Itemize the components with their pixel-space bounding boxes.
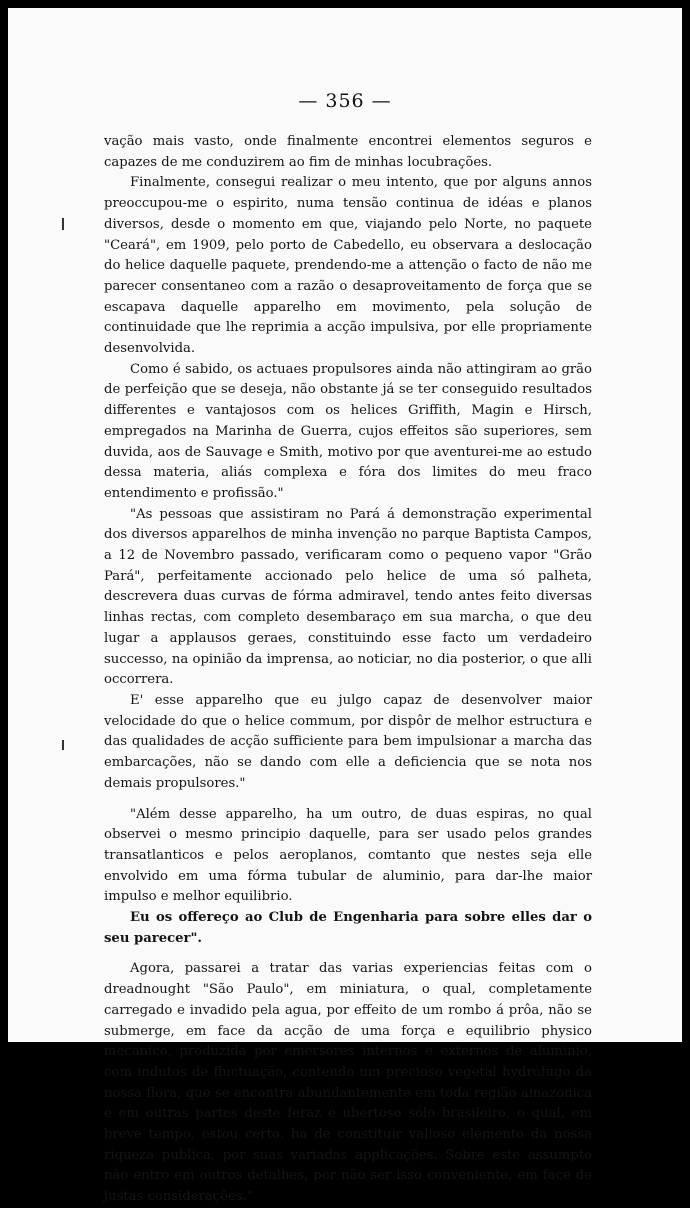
paragraph-4: "As pessoas que assistiram no Pará á demonstração experimental dos diversos apparelhos de minha invenção no parque Baptista Campos, a 12 de Novembro passado, verificaram como o pequeno vapor "Grão Pará", perfeitamente accionado pelo helice de uma só palheta, descrevera duas curvas de fórma admiravel, tendo antes feito diversas linhas rectas, com completo desembaraço em sua marcha, o que deu lugar a applausos geraes, constituindo esse facto um verdadeiro successo, na opinião da imprensa, ao noticiar, no dia posterior, o que alli occorrera. <box>104 506 592 688</box>
paragraph-7: Eu os offereço ao Club de Engenharia para sobre elles dar o seu parecer". <box>104 910 592 946</box>
paragraph-2: Finalmente, consegui realizar o meu intento, que por alguns annos preoccupou-me o espirito, numa tensão continua de idéas e planos diversos, desde o momento em que, viajando pelo Norte, no paquete "Ceará", em 1909, pelo porto de Cabedello, eu observara a deslocação do helice daquelle paquete, prendendo-me a attenção o facto de não me parecer consentaneo com a razão o desaproveitamento de força que se escapava daquelle apparelho em movimento, pela solução de continuidade que lhe reprimia a acção impulsiva, por elle propriamente desenvolvida. <box>104 175 592 357</box>
paragraph-8: Agora, passarei a tratar das varias experiencias feitas com o dreadnought "São Paulo", em miniatura, o qual, completamente carregado e invadido pela agua, por effeito de um rombo á prôa, não se submerge, em face da acção de uma força e equilibrio physico mecanico, produzida por emersores internos e externos de aluminio, com indutos de fluctuação, contendo um precioso vegetal hydrófugo da nossa flora, que se encontra abundantemente em toda região amazonica e em outras partes deste feraz e ubertoso sólo brasileiro, o qual, em breve tempo, estou certo, ha de constituir valioso elemento da nossa riqueza publica, por suas variadas applicações. Sobre este assumpto não entro em outros detalhes, por não ser isso conveniente, em face de justas considerações." <box>104 961 592 1205</box>
body-text <box>104 132 592 1208</box>
paragraph-1: vação mais vasto, onde finalmente encontrei elementos seguros e capazes de me conduzirem ao fim de minhas locubrações. <box>104 134 592 170</box>
margin-mark <box>62 740 64 750</box>
book-page <box>8 8 682 1205</box>
page-number: — 356 — <box>298 90 392 112</box>
margin-mark <box>62 218 64 230</box>
paragraph-5: E' esse apparelho que eu julgo capaz de desenvolver maior velocidade do que o helice commum, por dispôr de melhor estructura e das qualidades de acção sufficiente para bem impulsionar a marcha das embarcações, não se dando com elle a deficiencia que se nota nos demais propulsores." <box>104 692 592 791</box>
paragraph-6: "Além desse apparelho, ha um outro, de duas espiras, no qual observei o mesmo principio daquelle, para ser usado pelos grandes transatlanticos e pelos aeroplanos, comtanto que nestes seja elle envolvido em uma fórma tubular de aluminio, para dar-lhe maior impulso e melhor equilibrio. <box>104 806 592 905</box>
paragraph-3: Como é sabido, os actuaes propulsores ainda não attingiram ao grão de perfeição que se deseja, não obstante já se ter conseguido resultados differentes e vantajosos com os helices Griffith, Magin e Hirsch, empregados na Marinha de Guerra, cujos effeitos são superiores, sem duvida, aos de Sauvage e Smith, motivo por que aventurei-me ao estudo dessa materia, aliás complexa e fóra dos limites do meu fraco entendimento e profissão." <box>104 361 592 501</box>
